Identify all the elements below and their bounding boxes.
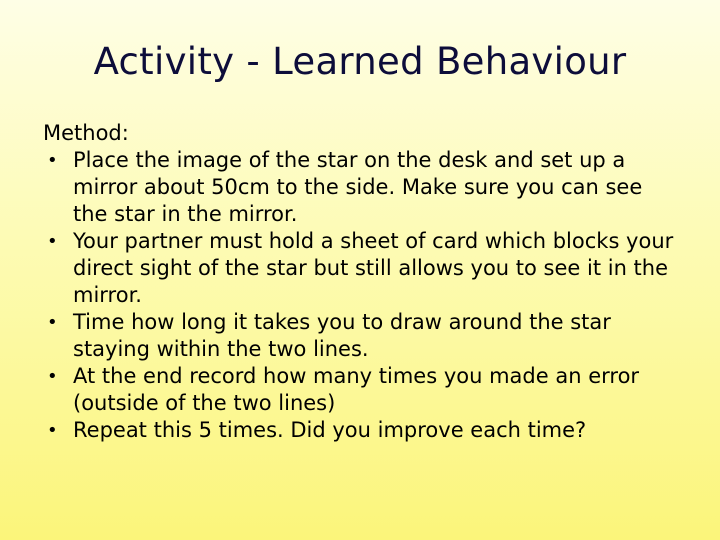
method-label: Method: [43,121,129,145]
list-item [43,417,683,444]
step-text: Your partner must hold a sheet of card which blocks your direct sight of the star but still allows you to see it in the mirror. [73,229,674,307]
slide-body [43,120,683,444]
bullet-icon: • [47,420,58,441]
list-item [43,147,683,228]
steps-list [43,147,683,444]
bullet-icon: • [47,150,58,171]
bullet-icon: • [47,231,58,252]
bullet-icon: • [47,366,58,387]
step-text: Place the image of the star on the desk and set up a mirror about 50cm to the side. Make sure you can see the star in the mirror. [73,148,643,226]
list-item [43,228,683,309]
list-item [43,363,683,417]
step-text: Repeat this 5 times. Did you improve each time? [73,418,587,442]
bullet-icon: • [47,312,58,333]
step-text: Time how long it takes you to draw around the star staying within the two lines. [73,310,611,361]
step-text: At the end record how many times you made an error (outside of the two lines) [73,364,640,415]
list-item [43,309,683,363]
slide-title: Activity - Learned Behaviour [93,40,627,83]
